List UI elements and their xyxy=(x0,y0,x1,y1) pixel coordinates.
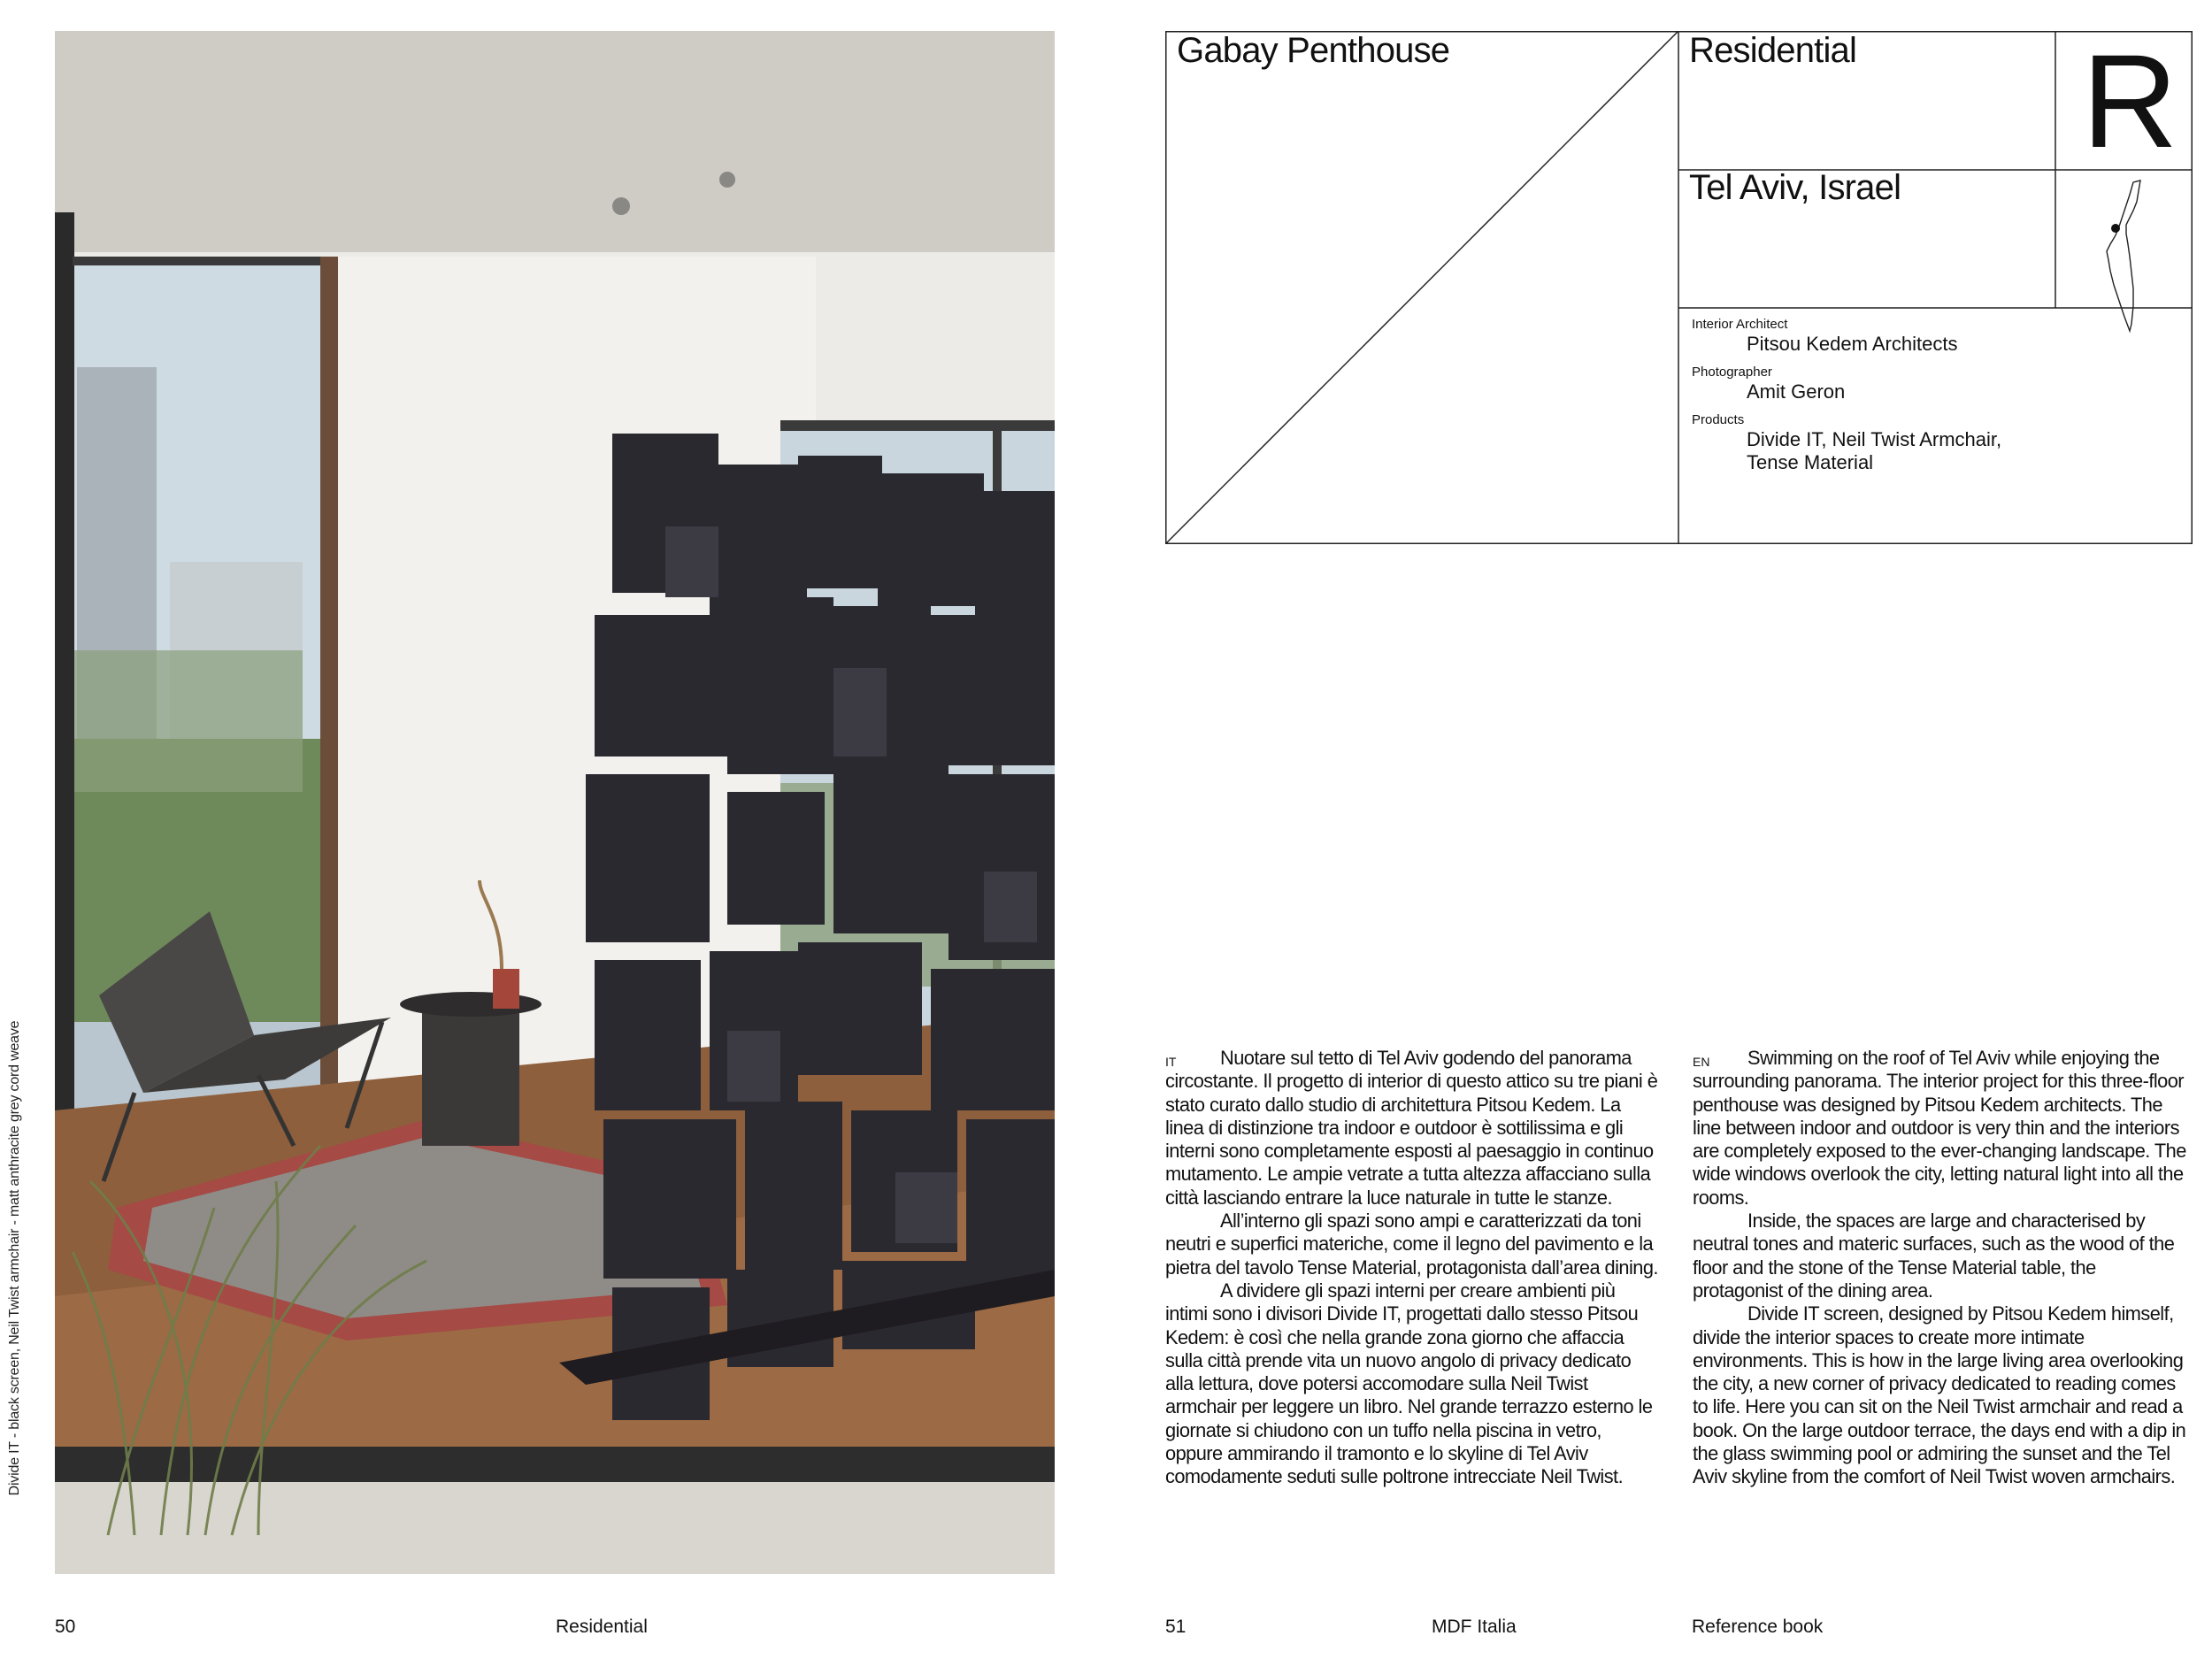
page-number-left: 50 xyxy=(55,1617,76,1637)
paragraph: All’interno gli spazi sono ampi e caratterizzati da toni neutri e superfici materiche, come il legno del pavimento e la pietra del tavolo Tense Material, protagonista dall’area dining. xyxy=(1165,1210,1658,1279)
project-info-grid xyxy=(1165,27,2193,544)
project-location: Tel Aviv, Israel xyxy=(1689,168,1901,207)
paragraph: A dividere gli spazi interni per creare ambienti più intimi sono i divisori Divide IT, progettati dallo stesso Pitsou Kedem: è così che nella grande zona giorno che affaccia sulla città prende vita un nuovo angolo di privacy dedicato alla lettura, dove potersi accomodare sulla Neil Twist armchair per leggere un libro. Nel grande terrazzo esterno le giornate si chiudono con un tuffo nella piscina in vetro, oppure ammirando il tramonto e lo skyline di Tel Aviv comodamente seduti sulle poltrone intrecciate Neil Twist. xyxy=(1165,1279,1653,1488)
paragraph: Swimming on the roof of Tel Aviv while enjoying the surrounding panorama. The interior project for this three-floor penthouse was designed by Pitsou Kedem architects. The line between indoor and outdoor is very thin and the interiors are completely exposed to the ever-changing landscape. The wide windows overlook the city, letting natural light into all the rooms. xyxy=(1693,1047,2186,1209)
credit-label: Products xyxy=(1692,412,1745,427)
project-title: Gabay Penthouse xyxy=(1177,31,1450,70)
photo-caption: Divide IT - black screen, Neil Twist armchair - matt anthracite grey cord weave xyxy=(7,1020,22,1496)
credit-products xyxy=(1692,412,2152,474)
credit-label: Interior Architect xyxy=(1692,317,1788,332)
credit-photographer xyxy=(1692,365,2152,403)
credit-value: Tense Material xyxy=(1747,451,1874,473)
credit-label: Photographer xyxy=(1692,365,1772,380)
credit-value: Divide IT, Neil Twist Armchair, xyxy=(1747,428,2002,450)
credits-list xyxy=(1692,317,2152,483)
page-number-right: 51 xyxy=(1165,1617,1187,1637)
credit-value: Amit Geron xyxy=(1747,380,1846,403)
english-text-column xyxy=(1693,1047,2189,1489)
israel-map-icon xyxy=(2075,175,2172,334)
interior-photo xyxy=(55,31,1055,1574)
credit-value: Pitsou Kedem Architects xyxy=(1747,333,1958,355)
project-category: Residential xyxy=(1689,31,1857,70)
language-tag: IT xyxy=(1165,1055,1177,1069)
italian-text-column xyxy=(1165,1047,1662,1489)
interior-photo-illustration xyxy=(55,31,1055,1574)
section-label-left: Residential xyxy=(556,1617,648,1637)
paragraph: Nuotare sul tetto di Tel Aviv godendo del panorama circostante. Il progetto di interior di questo attico su tre piani è stato curato dallo studio di architettura Pitsou Kedem. La linea di distinzione tra indoor e outdoor è sottilissima e gli interni sono completamente esposti al paesaggio in continuo mutamento. Le ampie vetrate a tutta altezza affacciano sulla città lasciando entrare la luce naturale in tutte le stanze. xyxy=(1165,1047,1658,1209)
credit-interior-architect xyxy=(1692,317,2152,356)
category-letter: R xyxy=(2082,27,2177,175)
brand-label: MDF Italia xyxy=(1432,1617,1517,1637)
paragraph: Divide IT screen, designed by Pitsou Kedem himself, divide the interior spaces to create more intimate environments. This is how in the large living area overlooking the city, a new corner of privacy dedicated to reading comes to life. Here you can sit on the Neil Twist armchair and read a book. On the large outdoor terrace, the days end with a dip in the glass swimming pool or admiring the sunset and the Tel Aviv skyline from the comfort of Neil Twist woven armchairs. xyxy=(1693,1302,2186,1488)
paragraph: Inside, the spaces are large and characterised by neutral tones and materic surfaces, such as the wood of the floor and the stone of the Tense Material table, the protagonist of the dining area. xyxy=(1693,1210,2175,1302)
publication-label: Reference book xyxy=(1692,1617,1824,1637)
language-tag: EN xyxy=(1693,1055,1710,1069)
